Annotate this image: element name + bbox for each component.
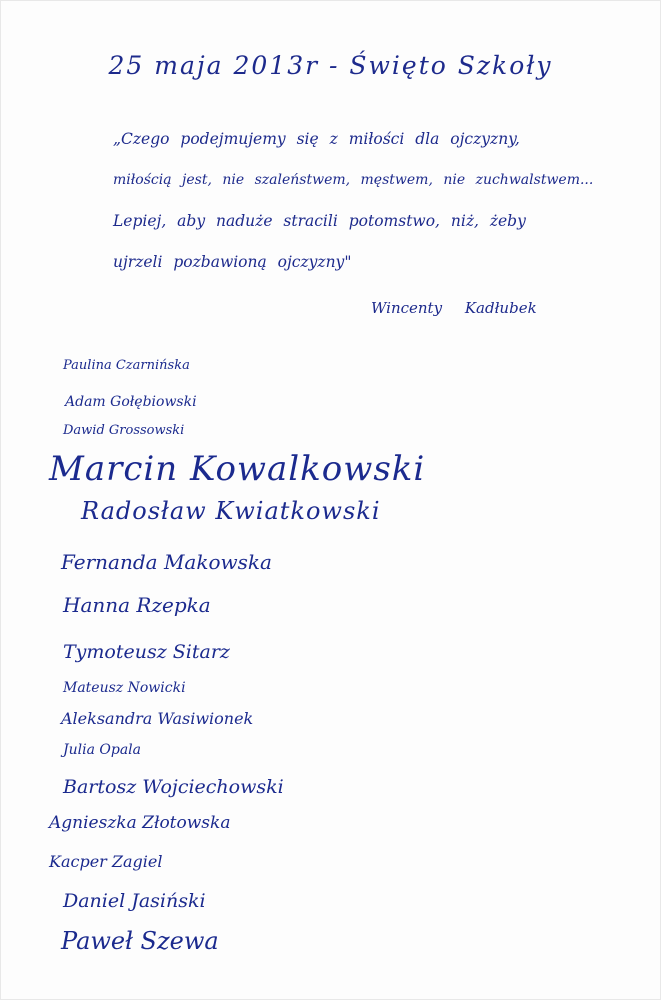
signature: Bartosz Wojciechowski bbox=[63, 776, 284, 798]
signature: Aleksandra Wasiwionek bbox=[61, 709, 254, 728]
signature: Kacper Zagiel bbox=[49, 852, 163, 871]
signature: Hanna Rzepka bbox=[63, 593, 211, 617]
signature: Paulina Czarnińska bbox=[63, 358, 190, 373]
signature: Paweł Szewa bbox=[61, 927, 219, 955]
signature: Radosław Kwiatkowski bbox=[81, 497, 381, 525]
signature: Agnieszka Złotowska bbox=[49, 813, 231, 833]
signature: Tymoteusz Sitarz bbox=[63, 641, 230, 663]
quote-line: Lepiej, aby naduże stracili potomstwo, niż, żeby bbox=[113, 212, 526, 230]
signature: Julia Opala bbox=[63, 742, 141, 758]
signature: Dawid Grossowski bbox=[63, 423, 185, 438]
signature: Mateusz Nowicki bbox=[63, 680, 186, 696]
signature: Marcin Kowalkowski bbox=[49, 449, 426, 489]
quote-line: „Czego podejmujemy się z miłości dla ojczyzny, bbox=[113, 130, 520, 148]
quote-block bbox=[113, 119, 623, 283]
quote-line: ujrzeli pozbawioną ojczyzny" bbox=[113, 253, 352, 271]
signature: Adam Gołębiowski bbox=[65, 394, 197, 410]
page-title: 25 maja 2013r - Święto Szkoły bbox=[108, 51, 553, 80]
signature: Fernanda Makowska bbox=[61, 550, 272, 574]
signature: Daniel Jasiński bbox=[63, 890, 206, 912]
quote-line: miłością jest, nie szaleństwem, męstwem, nie zuchwalstwem... bbox=[113, 172, 594, 188]
quote-author: Wincenty Kadłubek bbox=[371, 299, 537, 317]
